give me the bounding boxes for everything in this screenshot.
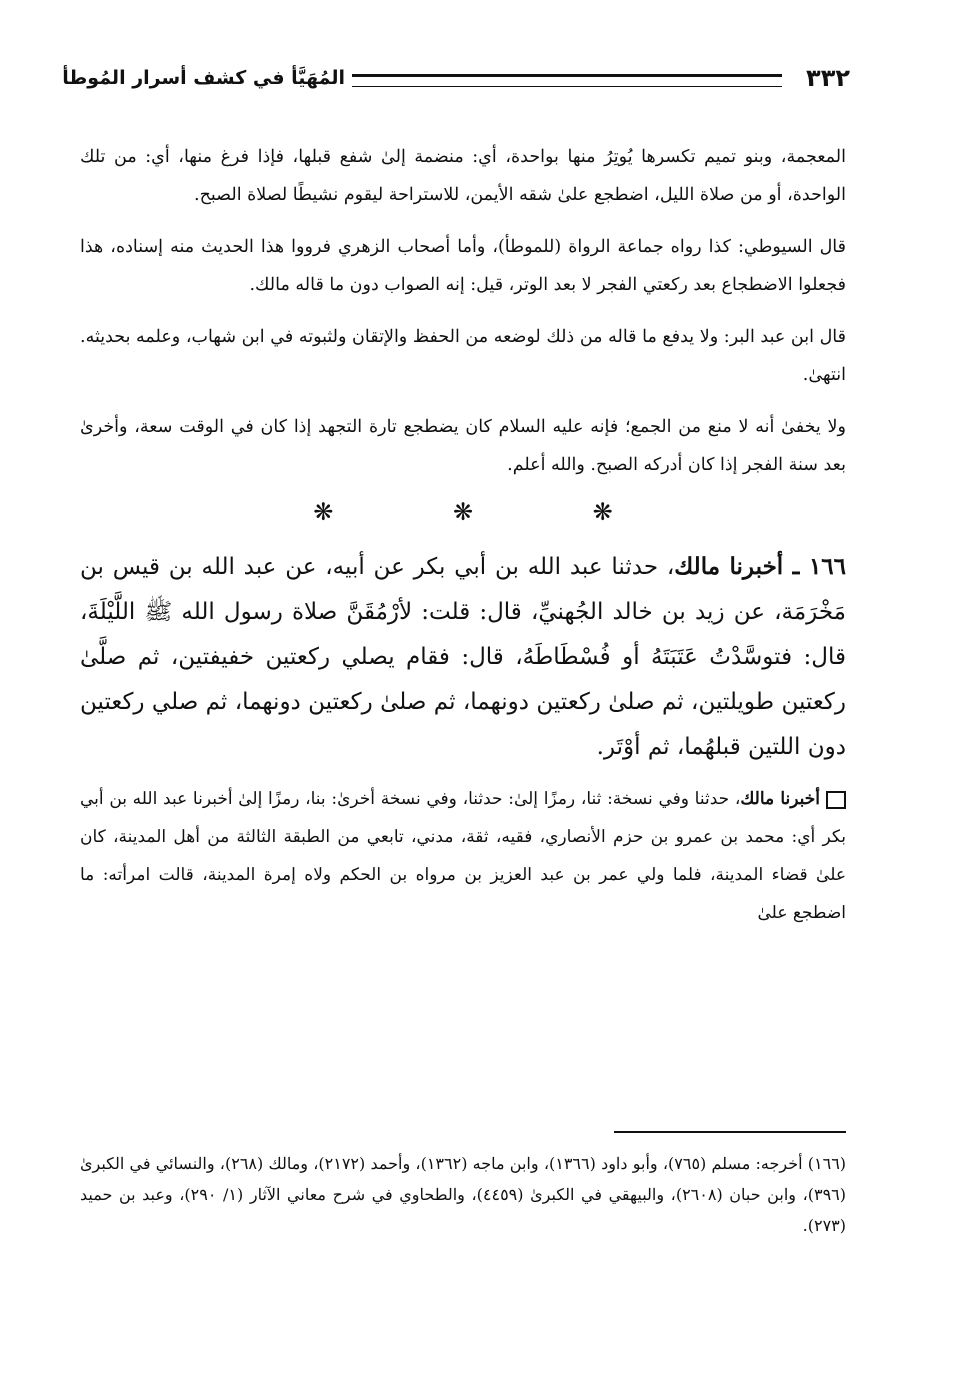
commentary-body: ، حدثنا وفي نسخة: ثنا، رمزًا إلىٰ: حدثنا، وفي نسخة أخرىٰ: بنا، رمزًا إلىٰ أخبرنا عبد الله بن أبي بكر أي: محمد بن عمرو بن حزم الأنصاري، فقيه، ثقة، مدني، تابعي من الطبقة الثالثة من أهل المدينة، كان علىٰ قضاء المدينة، فلما ولي عمر بن عبد العزيز بن مرواه بن الحكم ولاه إمرة المدينة، قالت امرأته: ما اضطجع علىٰ [80, 789, 846, 923]
footnote-rule [614, 1131, 846, 1133]
square-marker-icon [826, 791, 846, 809]
commentary-text [80, 780, 846, 932]
paragraph-conclusion: ولا يخفىٰ أنه لا منع من الجمع؛ فإنه عليه السلام كان يضطجع تارة التجهد إذا كان في الوقت سعة، وأخرىٰ بعد سنة الفجر إذا كان أدركه الصبح. والله أعلم. [80, 417, 846, 475]
hadith-text [80, 544, 846, 770]
running-title: المُهَيَّأ في كشف أسرار المُوطأ [62, 67, 345, 89]
hadith-body: ، حدثنا عبد الله بن أبي بكر عن أبيه، عن عبد الله بن قيس بن مَخْرَمَة، عن زيد بن خالد الجُهنيِّ، قال: قلت: لأرْمُقَنَّ صلاة رسول الله ﷺ اللَّيْلَةَ، قال: فتوسَّدْتُ عَتَبَتَهُ أو فُسْطَاطَهُ، قال: فقام يصلي ركعتين خفيفتين، ثم صلَّىٰ ركعتين طويلتين، ثم صلىٰ ركعتين دونهما، ثم صلىٰ ركعتين دونهما، ثم صلي ركعتين دون اللتين قبلهُما، ثم أوْتَر. [80, 554, 846, 760]
commentary-lead: أخبرنا مالك [740, 789, 820, 809]
paragraph-ibn-abd-albarr: قال ابن عبد البر: ولا يدفع ما قاله من ذلك لوضعه من الحفظ والإتقان ولثبوته في ابن شهاب، وعلمه بحديثه. انتهىٰ. [80, 327, 846, 385]
paragraph-continuation: المعجمة، وبنو تميم تكسرها يُوتِرُ منها بواحدة، أي: منضمة إلىٰ شفع قبلها، فإذا فرغ منها، أي: من تلك الواحدة، أو من صلاة الليل، اضطجع علىٰ شقه الأيمن، للاستراحة ليقوم نشيطًا لصلاة الصبح. [80, 147, 846, 205]
footnote: (١٦٦) أخرجه: مسلم (٧٦٥)، وأبو داود (١٣٦٦)، وابن ماجه (١٣٦٢)، وأحمد (٢١٧٢)، ومالك (٢٦٨)، والنسائي في الكبرىٰ (٣٩٦)، وابن حبان (٢٦٠٨)، والبيهقي في الكبرىٰ (٤٤٥٩)، والطحاوي في شرح معاني الآثار (١/ ٢٩٠)، وعبد بن حميد (٢٧٣). [80, 1154, 847, 1235]
hadith-lead: ١٦٦ ـ أخبرنا مالك [674, 553, 846, 580]
section-separator: ❋ ❋ ❋ [313, 498, 669, 526]
page-body [80, 138, 846, 932]
page-header [60, 58, 850, 98]
page-number: ٣٣٢ [806, 64, 850, 92]
paragraph-suyuti: قال السيوطي: كذا رواه جماعة الرواة (للموطأ)، وأما أصحاب الزهري فرووا هذا الحديث منه إسناده، هذا فجعلوا الاضطجاع بعد ركعتي الفجر لا بعد الوتر، قيل: إنه الصواب دون ما قاله مالك. [80, 237, 846, 295]
header-rule [352, 74, 782, 87]
